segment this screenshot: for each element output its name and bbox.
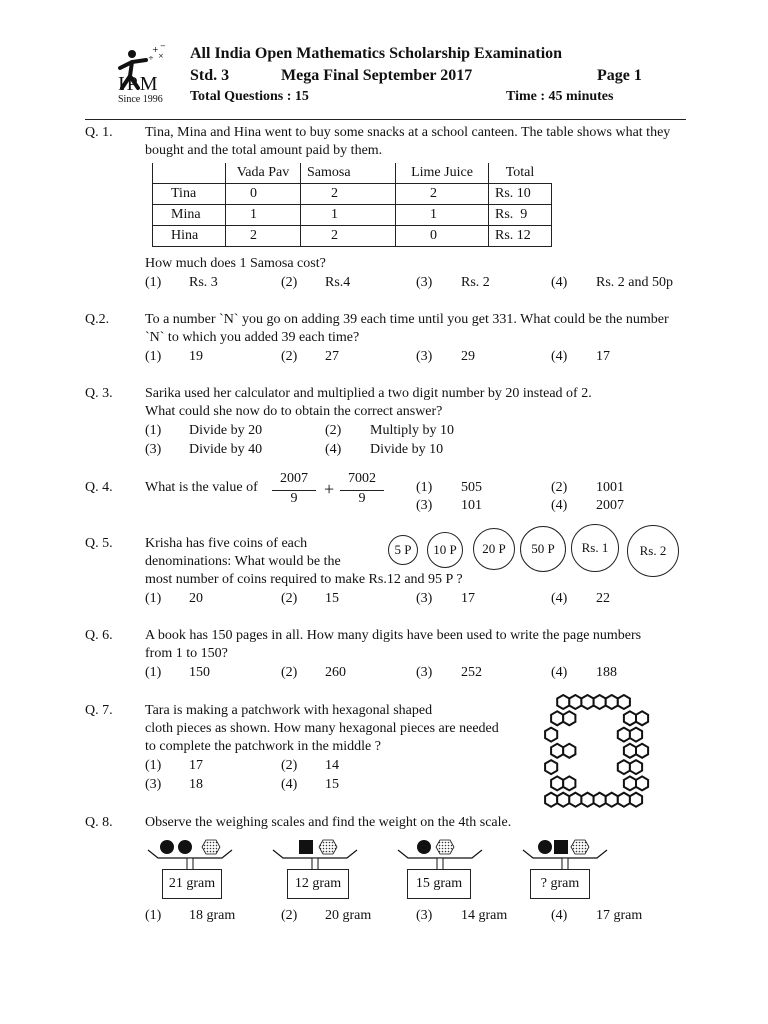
ball-icon xyxy=(160,840,174,854)
option-number: (1) xyxy=(145,423,162,438)
question-number: Q. 6. xyxy=(85,628,113,643)
total-questions: Total Questions : 15 xyxy=(190,89,309,104)
hexagon-piece xyxy=(630,760,642,774)
table-header: Total xyxy=(489,163,552,184)
table-cell: Rs. 10 xyxy=(489,184,552,205)
option-text: Divide by 40 xyxy=(189,442,263,457)
option-number: (3) xyxy=(416,591,433,606)
hexagon-piece xyxy=(557,695,569,709)
option-text: 29 xyxy=(461,349,475,364)
question-number: Q. 8. xyxy=(85,815,113,830)
scale-1-reading: 21 gram xyxy=(162,869,222,899)
option-text: 18 xyxy=(189,777,203,792)
hexagon-piece xyxy=(636,744,648,758)
hexagon-piece xyxy=(594,793,606,807)
option-number: (4) xyxy=(551,908,568,923)
question-text: cloth pieces as shown. How many hexagonal pieces are needed xyxy=(145,721,499,736)
option-number: (3) xyxy=(416,665,433,680)
question-text: to complete the patchwork in the middle ? xyxy=(145,739,381,754)
option-text: Rs. 2 xyxy=(461,275,490,290)
option-number: (2) xyxy=(551,480,568,495)
option-text: 101 xyxy=(461,498,482,513)
option-number: (2) xyxy=(281,349,298,364)
option-number: (4) xyxy=(551,665,568,680)
hexagon-piece xyxy=(594,695,606,709)
option-text: 15 xyxy=(325,777,339,792)
table-cell: 2 xyxy=(301,226,396,247)
ball-icon xyxy=(178,840,192,854)
hexagon-piece xyxy=(606,793,618,807)
exam-name: Mega Final September 2017 xyxy=(281,67,473,84)
option-number: (1) xyxy=(145,275,162,290)
option-text: 150 xyxy=(189,665,210,680)
question-text: bought and the total amount paid by them. xyxy=(145,143,383,158)
scale-1 xyxy=(148,840,232,870)
hexagon-piece xyxy=(569,695,581,709)
question-text: from 1 to 150? xyxy=(145,646,228,661)
hexagon-piece xyxy=(551,744,563,758)
question-text: Tara is making a patchwork with hexagonal shaped xyxy=(145,703,433,718)
hexagon-piece xyxy=(563,776,575,790)
hexagon-piece xyxy=(624,711,636,725)
table-header: Samosa xyxy=(301,163,396,184)
dotted-weight-icon xyxy=(571,840,589,854)
table-cell: Rs. 9 xyxy=(489,205,552,226)
option-text: 505 xyxy=(461,480,482,495)
option-number: (3) xyxy=(416,275,433,290)
option-number: (3) xyxy=(416,349,433,364)
option-number: (3) xyxy=(416,908,433,923)
coin-50p: 50 P xyxy=(520,526,566,572)
option-text: 188 xyxy=(596,665,617,680)
table-cell: 2 xyxy=(226,226,301,247)
option-text: 17 xyxy=(461,591,475,606)
table-header: Lime Juice xyxy=(396,163,489,184)
question-number: Q.2. xyxy=(85,312,110,327)
hexagon-piece xyxy=(545,793,557,807)
table-header-row xyxy=(153,163,552,184)
question-text: Sarika used her calculator and multiplied a two digit number by 20 instead of 2. xyxy=(145,386,592,401)
header-divider xyxy=(85,119,686,120)
svg-text:÷: ÷ xyxy=(148,54,154,62)
scale-2-reading: 12 gram xyxy=(287,869,349,899)
option-number: (4) xyxy=(551,498,568,513)
coin-rs1: Rs. 1 xyxy=(571,524,619,572)
question-text: To a number `N` you go on adding 39 each time until you get 331. What could be the number xyxy=(145,312,669,327)
time-limit: Time : 45 minutes xyxy=(506,89,614,104)
option-number: (1) xyxy=(145,349,162,364)
question-number: Q. 3. xyxy=(85,386,113,401)
question-number: Q. 1. xyxy=(85,125,113,140)
option-number: (3) xyxy=(145,442,162,457)
hexagon-piece xyxy=(630,793,642,807)
square-weight-icon xyxy=(554,840,568,854)
question-text: Krisha has five coins of each xyxy=(145,536,308,551)
scale-2 xyxy=(273,840,357,870)
snack-table xyxy=(152,163,552,247)
question-number: Q. 4. xyxy=(85,480,113,495)
table-cell: 2 xyxy=(301,184,396,205)
hexagon-piece xyxy=(569,793,581,807)
hexagon-piece xyxy=(563,744,575,758)
hexagon-piece xyxy=(618,793,630,807)
option-number: (2) xyxy=(281,591,298,606)
option-text: 14 xyxy=(325,758,339,773)
option-text: 252 xyxy=(461,665,482,680)
question-text: Observe the weighing scales and find the weight on the 4th scale. xyxy=(145,815,512,830)
option-text: 17 gram xyxy=(596,908,643,923)
option-number: (3) xyxy=(145,777,162,792)
scale-4 xyxy=(523,840,607,870)
dotted-weight-icon xyxy=(436,840,454,854)
option-text: 19 xyxy=(189,349,203,364)
hexagon-piece xyxy=(606,695,618,709)
option-text: 17 xyxy=(596,349,610,364)
logo-text: IPM xyxy=(118,73,160,95)
table-row xyxy=(153,184,552,205)
option-number: (2) xyxy=(325,423,342,438)
option-text: 260 xyxy=(325,665,346,680)
hexagon-piece xyxy=(581,695,593,709)
page-number: Page 1 xyxy=(597,67,642,84)
hexagon-piece xyxy=(581,793,593,807)
hexagon-piece xyxy=(618,728,630,742)
hexagon-piece xyxy=(636,776,648,790)
table-row xyxy=(153,205,552,226)
option-text: 14 gram xyxy=(461,908,508,923)
scale-3-reading: 15 gram xyxy=(407,869,471,899)
coin-rs2: Rs. 2 xyxy=(627,525,679,577)
option-number: (3) xyxy=(416,498,433,513)
question-text: most number of coins required to make Rs.12 and 95 P ? xyxy=(145,572,463,587)
question-text: A book has 150 pages in all. How many digits have been used to write the page numbers xyxy=(145,628,642,643)
option-text: 20 xyxy=(189,591,203,606)
option-text: 1001 xyxy=(596,480,624,495)
fraction-numerator: 2007 xyxy=(280,471,308,486)
question-number: Q. 5. xyxy=(85,536,113,551)
option-number: (4) xyxy=(551,349,568,364)
option-text: 20 gram xyxy=(325,908,372,923)
option-text: 27 xyxy=(325,349,339,364)
hexagon-piece xyxy=(630,728,642,742)
option-number: (1) xyxy=(145,665,162,680)
question-number: Q. 7. xyxy=(85,703,113,718)
question-text: denominations: What would be the xyxy=(145,554,341,569)
table-cell: 0 xyxy=(396,226,489,247)
option-number: (4) xyxy=(281,777,298,792)
hexagon-piece xyxy=(636,711,648,725)
option-number: (1) xyxy=(145,908,162,923)
coin-5p: 5 P xyxy=(388,535,418,565)
hexagon-piece xyxy=(624,776,636,790)
table-cell: 2 xyxy=(396,184,489,205)
option-number: (2) xyxy=(281,665,298,680)
question-text: What is the value of xyxy=(145,480,258,495)
svg-text:×: × xyxy=(158,52,164,60)
table-cell: 1 xyxy=(301,205,396,226)
option-number: (1) xyxy=(145,591,162,606)
std-label: Std. 3 xyxy=(190,67,230,84)
hexagon-patchwork-figure xyxy=(533,692,665,810)
option-text: Divide by 20 xyxy=(189,423,263,438)
svg-text:+: + xyxy=(152,45,159,54)
hexagon-piece xyxy=(624,744,636,758)
hexagon-piece xyxy=(551,776,563,790)
table-cell xyxy=(153,163,226,184)
option-text: 22 xyxy=(596,591,610,606)
plus-sign: + xyxy=(324,479,335,499)
option-text: 15 xyxy=(325,591,339,606)
fraction-numerator: 7002 xyxy=(348,471,376,486)
scale-4-reading: ? gram xyxy=(530,869,590,899)
coin-10p: 10 P xyxy=(427,532,463,568)
svg-text:−: − xyxy=(160,42,166,50)
hexagon-piece xyxy=(618,695,630,709)
option-number: (2) xyxy=(281,275,298,290)
table-cell: Hina xyxy=(153,226,226,247)
option-text: Multiply by 10 xyxy=(370,423,455,438)
option-text: Rs. 2 and 50p xyxy=(596,275,673,290)
option-number: (2) xyxy=(281,908,298,923)
option-number: (1) xyxy=(145,758,162,773)
option-number: (2) xyxy=(281,758,298,773)
hexagon-piece xyxy=(551,711,563,725)
hexagon-piece xyxy=(618,760,630,774)
table-cell: Rs. 12 xyxy=(489,226,552,247)
hexagon-piece xyxy=(563,711,575,725)
option-text: 2007 xyxy=(596,498,624,513)
hexagon-piece xyxy=(545,760,557,774)
table-cell: 0 xyxy=(226,184,301,205)
option-text: 18 gram xyxy=(189,908,236,923)
scale-3 xyxy=(398,840,482,870)
option-text: Rs.4 xyxy=(325,275,351,290)
question-text: What could she now do to obtain the correct answer? xyxy=(145,404,443,419)
table-cell: 1 xyxy=(226,205,301,226)
question-text: How much does 1 Samosa cost? xyxy=(145,256,326,271)
hexagon-piece xyxy=(545,728,557,742)
dotted-weight-icon xyxy=(202,840,220,854)
exam-title: All India Open Mathematics Scholarship Examination xyxy=(190,45,563,62)
option-text: Rs. 3 xyxy=(189,275,218,290)
option-text: 17 xyxy=(189,758,203,773)
option-number: (1) xyxy=(416,480,433,495)
ball-icon xyxy=(417,840,431,854)
option-number: (4) xyxy=(551,591,568,606)
ball-icon xyxy=(538,840,552,854)
option-number: (4) xyxy=(325,442,342,457)
coin-20p: 20 P xyxy=(473,528,515,570)
table-cell: 1 xyxy=(396,205,489,226)
table-row xyxy=(153,226,552,247)
option-number: (4) xyxy=(551,275,568,290)
square-weight-icon xyxy=(299,840,313,854)
logo-since: Since 1996 xyxy=(118,94,163,105)
fraction-denominator: 9 xyxy=(358,491,366,506)
table-cell: Mina xyxy=(153,205,226,226)
hexagon-piece xyxy=(557,793,569,807)
fraction-denominator: 9 xyxy=(290,491,298,506)
table-cell: Tina xyxy=(153,184,226,205)
table-header: Vada Pav xyxy=(226,163,301,184)
question-text: Tina, Mina and Hina went to buy some snacks at a school canteen. The table shows what they xyxy=(145,125,671,140)
dotted-weight-icon xyxy=(319,840,337,854)
option-text: Divide by 10 xyxy=(370,442,444,457)
question-text: `N` to which you added 39 each time? xyxy=(145,330,360,345)
